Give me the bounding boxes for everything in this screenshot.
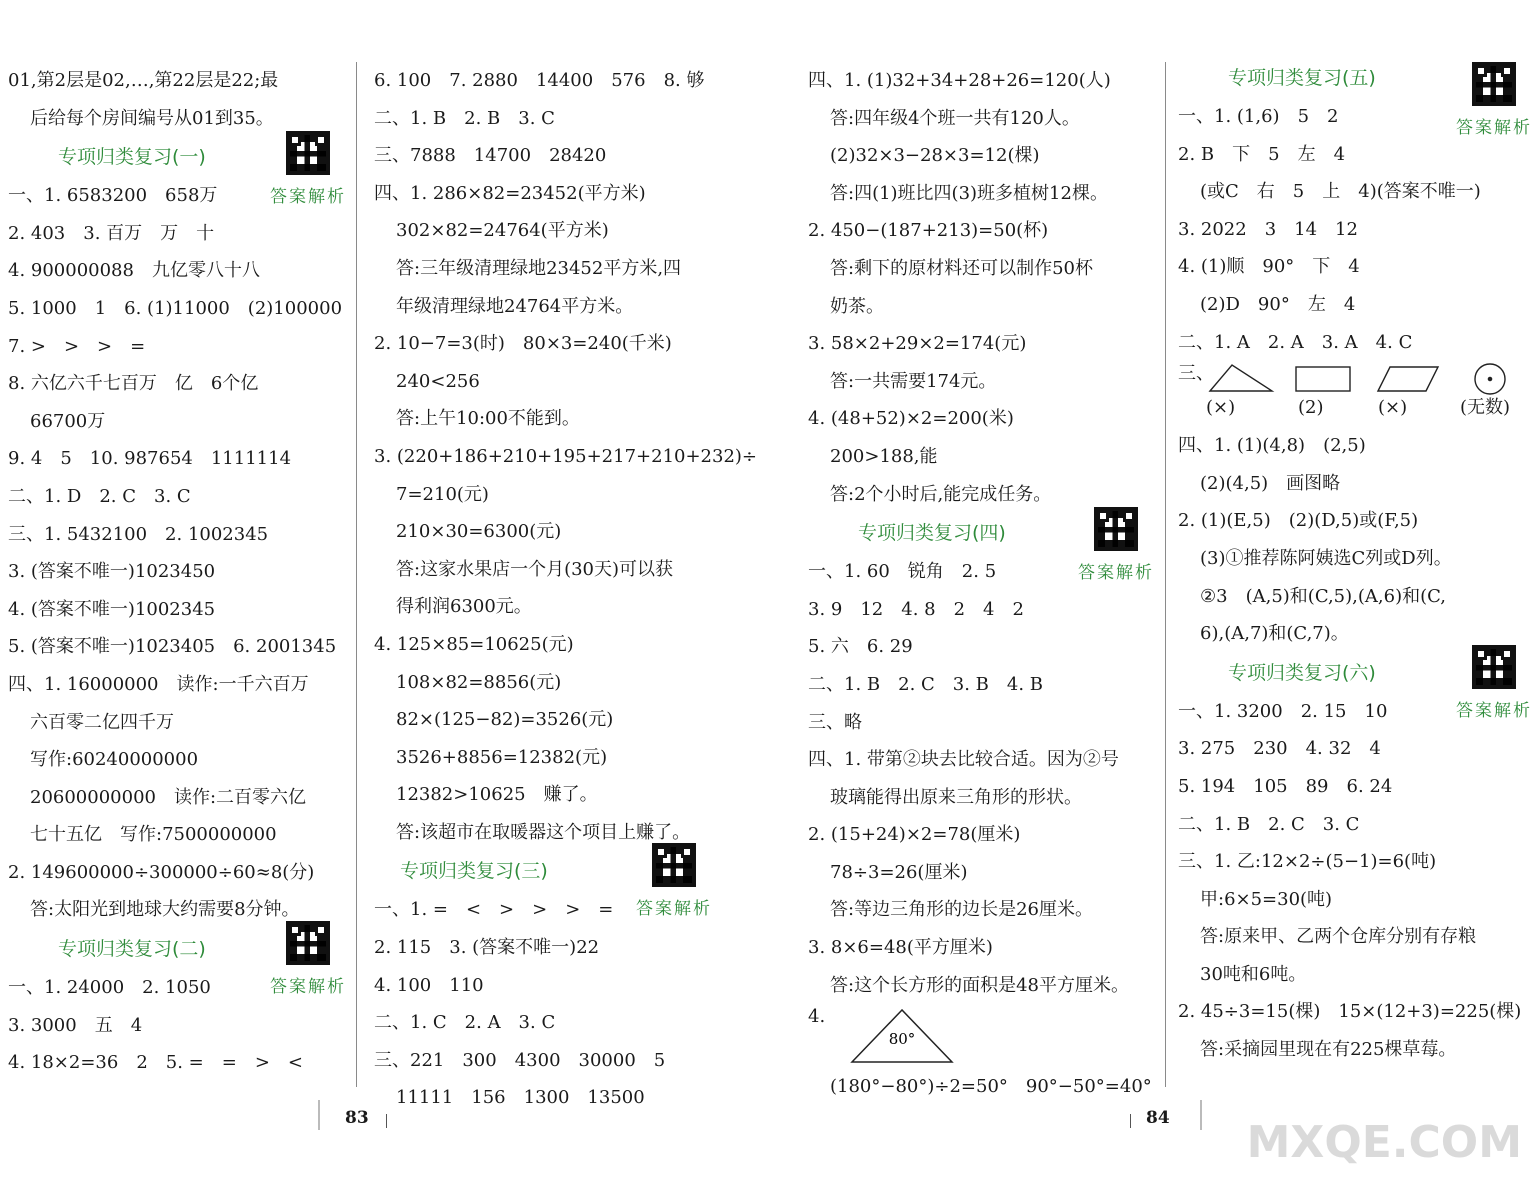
shapes-row	[1178, 361, 1528, 427]
answer-line: 4. 18×2=36 2 5. = = > <	[8, 1052, 303, 1074]
section-title: 专项归类复习(三)	[400, 860, 548, 883]
answer-line: 2. 10−7=3(时) 80×3=240(千米)	[374, 333, 672, 355]
answer-line: 二、1. D 2. C 3. C	[8, 485, 191, 507]
isosceles-triangle-icon	[848, 1006, 958, 1066]
question-label: 4.	[808, 1006, 826, 1028]
page-number-left: 83	[345, 1108, 369, 1128]
qr-caption: 答案解析	[1078, 563, 1154, 584]
qr-code-icon	[1472, 645, 1516, 689]
answer-line: 答:这家水果店一个月(30天)可以获	[396, 558, 674, 580]
qr-code[interactable]	[1456, 645, 1532, 731]
answer-line: 3. (220+186+210+195+217+210+232)÷	[374, 445, 758, 467]
angle-label: 80°	[888, 1030, 916, 1049]
section-title: 专项归类复习(四)	[858, 522, 1006, 545]
answer-line: 7=210(元)	[396, 483, 489, 505]
answer-line: 240<256	[396, 370, 480, 392]
right-page	[768, 0, 1536, 1178]
qr-code[interactable]	[636, 843, 712, 929]
answer-line: 4. 900000088 九亿零八十八	[8, 260, 260, 282]
answer-line: 一、1. 60 锐角 2. 5	[808, 561, 997, 583]
answer-line: 3. 3000 五 4	[8, 1014, 143, 1036]
section-title: 专项归类复习(五)	[1228, 67, 1376, 89]
answer-line: 200>188,能	[830, 445, 938, 467]
qr-code-icon	[286, 131, 330, 175]
answer-line: (3)①推荐陈阿姨选C列或D列。	[1200, 547, 1452, 569]
qr-caption: 答案解析	[1456, 700, 1532, 721]
answer-line: (2)32×3−28×3=12(棵)	[830, 145, 1040, 167]
answer-line: 3526+8856=12382(元)	[396, 746, 608, 768]
qr-code[interactable]	[1456, 62, 1532, 148]
answer-line: 2. 450−(187+213)=50(杯)	[808, 220, 1049, 242]
answer-line: 答:2个小时后,能完成任务。	[830, 483, 1052, 505]
column-divider	[356, 62, 357, 1087]
section-title: 专项归类复习(二)	[58, 938, 206, 961]
answer-line: 四、1. 16000000 读作:一千六百万	[8, 673, 309, 695]
answer-line: 01,第2层是02,…,第22层是22;最	[8, 70, 279, 91]
answer-line: (180°−80°)÷2=50° 90°−50°=40°	[830, 1076, 1152, 1098]
answer-line: 4. 100 110	[374, 974, 484, 996]
qr-code-icon	[1094, 507, 1138, 551]
answer-line: 答:四(1)班比四(3)班多植树12棵。	[830, 182, 1108, 204]
answer-line: 四、1. 286×82=23452(平方米)	[374, 182, 646, 204]
parallelogram-icon	[1378, 367, 1438, 391]
answer-line: 答:该超市在取暖器这个项目上赚了。	[396, 821, 691, 843]
answer-line: 5. 六 6. 29	[808, 636, 913, 658]
page-tick	[1130, 1114, 1131, 1128]
answer-line: 四、1. (1)32+34+28+26=120(人)	[808, 70, 1111, 91]
section-title: 专项归类复习(一)	[58, 146, 206, 169]
qr-caption: 答案解析	[636, 899, 712, 920]
qr-code-icon	[286, 921, 330, 965]
page-number-right: 84	[1146, 1108, 1170, 1128]
answer-line: 七十五亿 写作:7500000000	[30, 824, 277, 846]
answer-line: 7. > > > =	[8, 335, 146, 357]
answer-line: 答:三年级清理绿地23452平方米,四	[396, 257, 682, 279]
answer-line: 三、221 300 4300 30000 5	[374, 1049, 666, 1071]
answer-line: 4. (48+52)×2=200(米)	[808, 408, 1014, 430]
answer-line: 一、1. 24000 2. 1050	[8, 977, 211, 999]
answer-line: 四、1. (1)(4,8) (2,5)	[1178, 435, 1366, 457]
answer-line: 210×30=6300(元)	[396, 521, 562, 543]
answer-line: 302×82=24764(平方米)	[396, 220, 609, 242]
shape-answer: (无数)	[1460, 397, 1511, 419]
answer-line: 三、略	[808, 711, 862, 733]
column-3	[808, 62, 1153, 1106]
qr-code-icon	[652, 843, 696, 887]
answer-line: 得利润6300元。	[396, 596, 532, 618]
triangle-icon	[1210, 365, 1272, 391]
answer-line: 8. 六亿六千七百万 亿 6个亿	[8, 373, 259, 395]
answer-line: 6. 100 7. 2880 14400 576 8. 够	[374, 70, 705, 91]
answer-line: 玻璃能得出原来三角形的形状。	[830, 786, 1082, 808]
page-bar	[1200, 1100, 1202, 1130]
answer-line: 答:原来甲、乙两个仓库分别有存粮	[1200, 926, 1477, 948]
qr-caption: 答案解析	[270, 977, 346, 998]
answer-line: 二、1. A 2. A 3. A 4. C	[1178, 331, 1413, 353]
qr-code[interactable]	[270, 921, 346, 1007]
answer-line: 甲:6×5=30(吨)	[1200, 888, 1333, 910]
answer-line: 20600000000 读作:二百零六亿	[30, 786, 307, 808]
answer-line: 3. 9 12 4. 8 2 4 2	[808, 598, 1024, 620]
answer-line: 答:这个长方形的面积是48平方厘米。	[830, 974, 1129, 996]
page-tick	[386, 1114, 387, 1128]
answer-line: 9. 4 5 10. 987654 1111114	[8, 448, 292, 470]
answer-line: 二、1. B 2. C 3. B 4. B	[808, 673, 1044, 695]
answer-line: 二、1. B 2. C 3. C	[1178, 813, 1360, 835]
answer-line: 答:一共需要174元。	[830, 370, 997, 392]
section-title: 专项归类复习(六)	[1228, 661, 1376, 684]
answer-line: 答:太阳光到地球大约需要8分钟。	[30, 899, 300, 921]
qr-caption: 答案解析	[270, 187, 346, 208]
answer-line: 2. 403 3. 百万 万 十	[8, 222, 215, 244]
column-divider	[1165, 62, 1166, 1087]
answer-line: 一、1. = < > > > =	[374, 899, 614, 921]
answer-line: 11111 156 1300 13500	[396, 1087, 645, 1109]
answer-line: ②3 (A,5)和(C,5),(A,6)和(C,	[1200, 585, 1446, 607]
qr-caption: 答案解析	[1456, 118, 1532, 138]
answer-line: 66700万	[30, 410, 106, 432]
answer-line: 2. 149600000÷300000÷60≈8(分)	[8, 861, 315, 883]
answer-line: (或C 右 5 上 4)(答案不唯一)	[1200, 181, 1481, 203]
column-1	[8, 62, 353, 1082]
answer-line: 3. 2022 3 14 12	[1178, 218, 1358, 240]
answer-line: (2)D 90° 左 4	[1200, 293, 1356, 315]
answer-line: 二、1. B 2. B 3. C	[374, 107, 555, 129]
circle-center-dot	[1488, 378, 1491, 381]
shape-answer: (×)	[1206, 397, 1236, 419]
answer-line: 2. 115 3. (答案不唯一)22	[374, 937, 600, 959]
answer-line: 三、7888 14700 28420	[374, 145, 607, 167]
answer-line: 3. (答案不唯一)1023450	[8, 561, 216, 583]
column-2	[374, 62, 758, 1117]
answer-line: 二、1. C 2. A 3. C	[374, 1012, 556, 1034]
qr-code-icon	[1472, 62, 1516, 106]
answer-line: 2. (1)(E,5) (2)(D,5)或(F,5)	[1178, 510, 1419, 532]
answer-line: 4. 125×85=10625(元)	[374, 633, 574, 655]
answer-line: 三、1. 5432100 2. 1002345	[8, 523, 269, 545]
answer-line: 答:等边三角形的边长是26厘米。	[830, 899, 1093, 921]
answer-line: 答:采摘园里现在有225棵草莓。	[1200, 1039, 1457, 1061]
question-label: 三、	[1178, 363, 1214, 385]
answer-line: 5. (答案不唯一)1023405 6. 2001345	[8, 636, 337, 658]
answer-line: 82×(125−82)=3526(元)	[396, 709, 614, 731]
answer-line: 写作:60240000000	[30, 749, 199, 771]
answer-line: 30吨和6吨。	[1200, 963, 1307, 985]
answer-line: 答:上午10:00不能到。	[396, 408, 580, 430]
answer-line: 12382>10625 赚了。	[396, 784, 598, 806]
answer-line: 年级清理绿地24764平方米。	[396, 295, 634, 317]
answer-line: 78÷3=26(厘米)	[830, 861, 968, 883]
page-bar	[318, 1100, 320, 1130]
answer-line: 4. (答案不唯一)1002345	[8, 598, 216, 620]
qr-code[interactable]	[270, 131, 346, 217]
answer-line: 5. 1000 1 6. (1)11000 (2)100000	[8, 297, 343, 319]
watermark-logo: MXQE.COM	[1246, 1117, 1522, 1168]
shape-answer: (×)	[1378, 397, 1408, 419]
answer-line: 六百零二亿四千万	[30, 711, 174, 733]
answer-line: 4. (1)顺 90° 下 4	[1178, 256, 1360, 278]
answer-line: 一、1. 6583200 658万	[8, 185, 218, 207]
answer-line: 一、1. (1,6) 5 2	[1178, 106, 1339, 127]
answer-line: 后给每个房间编号从01到35。	[30, 107, 274, 129]
answer-line: 三、1. 乙:12×2÷(5−1)=6(吨)	[1178, 851, 1437, 873]
answer-line: 四、1. 带第②块去比较合适。因为②号	[808, 749, 1119, 771]
answer-line: 3. 58×2+29×2=174(元)	[808, 333, 1027, 355]
answer-line: 108×82=8856(元)	[396, 671, 562, 693]
answer-line: 2. (15+24)×2=78(厘米)	[808, 824, 1021, 846]
column-4	[1178, 62, 1532, 1069]
answer-line: 3. 275 230 4. 32 4	[1178, 738, 1381, 760]
answer-line: 答:四年级4个班一共有120人。	[830, 107, 1080, 129]
answer-line: 5. 194 105 89 6. 24	[1178, 775, 1393, 797]
answer-line: 一、1. 3200 2. 15 10	[1178, 700, 1388, 722]
answer-line: 2. 45÷3=15(棵) 15×(12+3)=225(棵)	[1178, 1001, 1522, 1023]
answer-line: (2)(4,5) 画图略	[1200, 472, 1341, 494]
answer-line: 6),(A,7)和(C,7)。	[1200, 623, 1349, 645]
qr-code[interactable]	[1078, 507, 1154, 593]
answer-line: 2. B 下 5 左 4	[1178, 143, 1346, 165]
rectangle-icon	[1296, 367, 1350, 391]
triangle-figure-row	[808, 1004, 1153, 1068]
answer-line: 答:剩下的原材料还可以制作50杯	[830, 257, 1093, 279]
shape-answer: (2)	[1298, 397, 1324, 419]
answer-line: 3. 8×6=48(平方厘米)	[808, 937, 993, 959]
answer-line: 奶茶。	[830, 295, 884, 317]
